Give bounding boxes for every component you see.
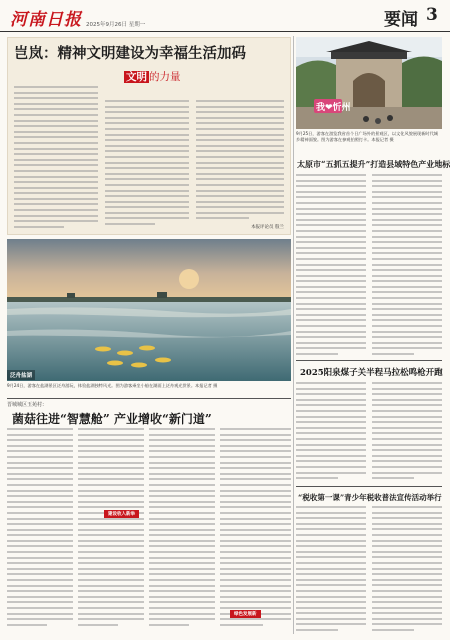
editorial-signature: 本报评论员 殷兰 <box>251 225 284 230</box>
kicker-rest: 的力量 <box>149 71 181 83</box>
kicker-mark: 文明 <box>126 71 147 83</box>
issue-date: 2025年9月26日 星期一 <box>86 22 146 28</box>
editorial-column-3 <box>196 100 284 223</box>
lower-col-4 <box>220 428 291 629</box>
story3-col-2 <box>372 506 442 635</box>
story-headline: 太原市“五抓五提升”打造县域特色产业地标 <box>297 159 450 169</box>
arch-gate-illustration <box>296 37 442 129</box>
page-number: 3 <box>426 5 438 25</box>
divider <box>296 360 442 361</box>
lake-boats-illustration <box>7 239 291 381</box>
lower-col-1 <box>7 428 73 629</box>
photo-title-label: 泛舟盐湖 <box>7 370 35 380</box>
lower-col-3 <box>149 428 215 629</box>
divider <box>7 398 291 399</box>
section-title: 要闻 <box>384 10 418 30</box>
story-kicker: 晋城城区玉苑村： <box>7 402 48 408</box>
lake-photo <box>7 239 291 381</box>
editorial-box <box>7 37 291 235</box>
editorial-kicker <box>124 69 181 84</box>
story-headline: “税收第一课”青少年税收普法宣传活动举行 <box>298 493 442 502</box>
inline-banner: 绿色发展新 <box>230 610 261 618</box>
story2-col-2 <box>372 382 442 483</box>
editorial-column-1 <box>14 86 98 231</box>
lower-col-2 <box>78 428 144 629</box>
inline-banner: 建设收入新举 <box>104 510 139 518</box>
story1-col-1 <box>296 174 366 359</box>
story-headline: 2025阳泉煤子关半程马拉松鸣枪开跑 <box>300 368 443 378</box>
column-rule <box>293 36 294 634</box>
masthead <box>0 0 450 32</box>
story-headline: 菌菇往进“智慧舱” 产业增收“新门道” <box>12 412 212 426</box>
photo-banner-text: 我❤忻州 <box>316 103 351 113</box>
top-right-photo <box>296 37 442 129</box>
newspaper-logo: 河南日报 <box>10 10 82 30</box>
story3-col-1 <box>296 506 366 635</box>
divider <box>296 486 442 487</box>
lake-photo-caption: 9月24日，游客在盐湖景区泛舟游玩，体验盐湖独特风光。图为游客乘坐小船在湖面上泛舟观光赏景。本报记者 摄 <box>7 383 218 388</box>
top-photo-caption: 9月25日，游客在游览我省首个日广场外的景观区，以文化风貌展现新时代城乡精神面貌。图为游客在参观拍照打卡。本报记者 摄 <box>296 131 438 142</box>
editorial-title: 岂岚：精神文明建设为幸福生活加码 <box>14 45 246 62</box>
story1-col-2 <box>372 174 442 359</box>
story2-col-1 <box>296 382 366 483</box>
editorial-column-2 <box>105 100 189 229</box>
